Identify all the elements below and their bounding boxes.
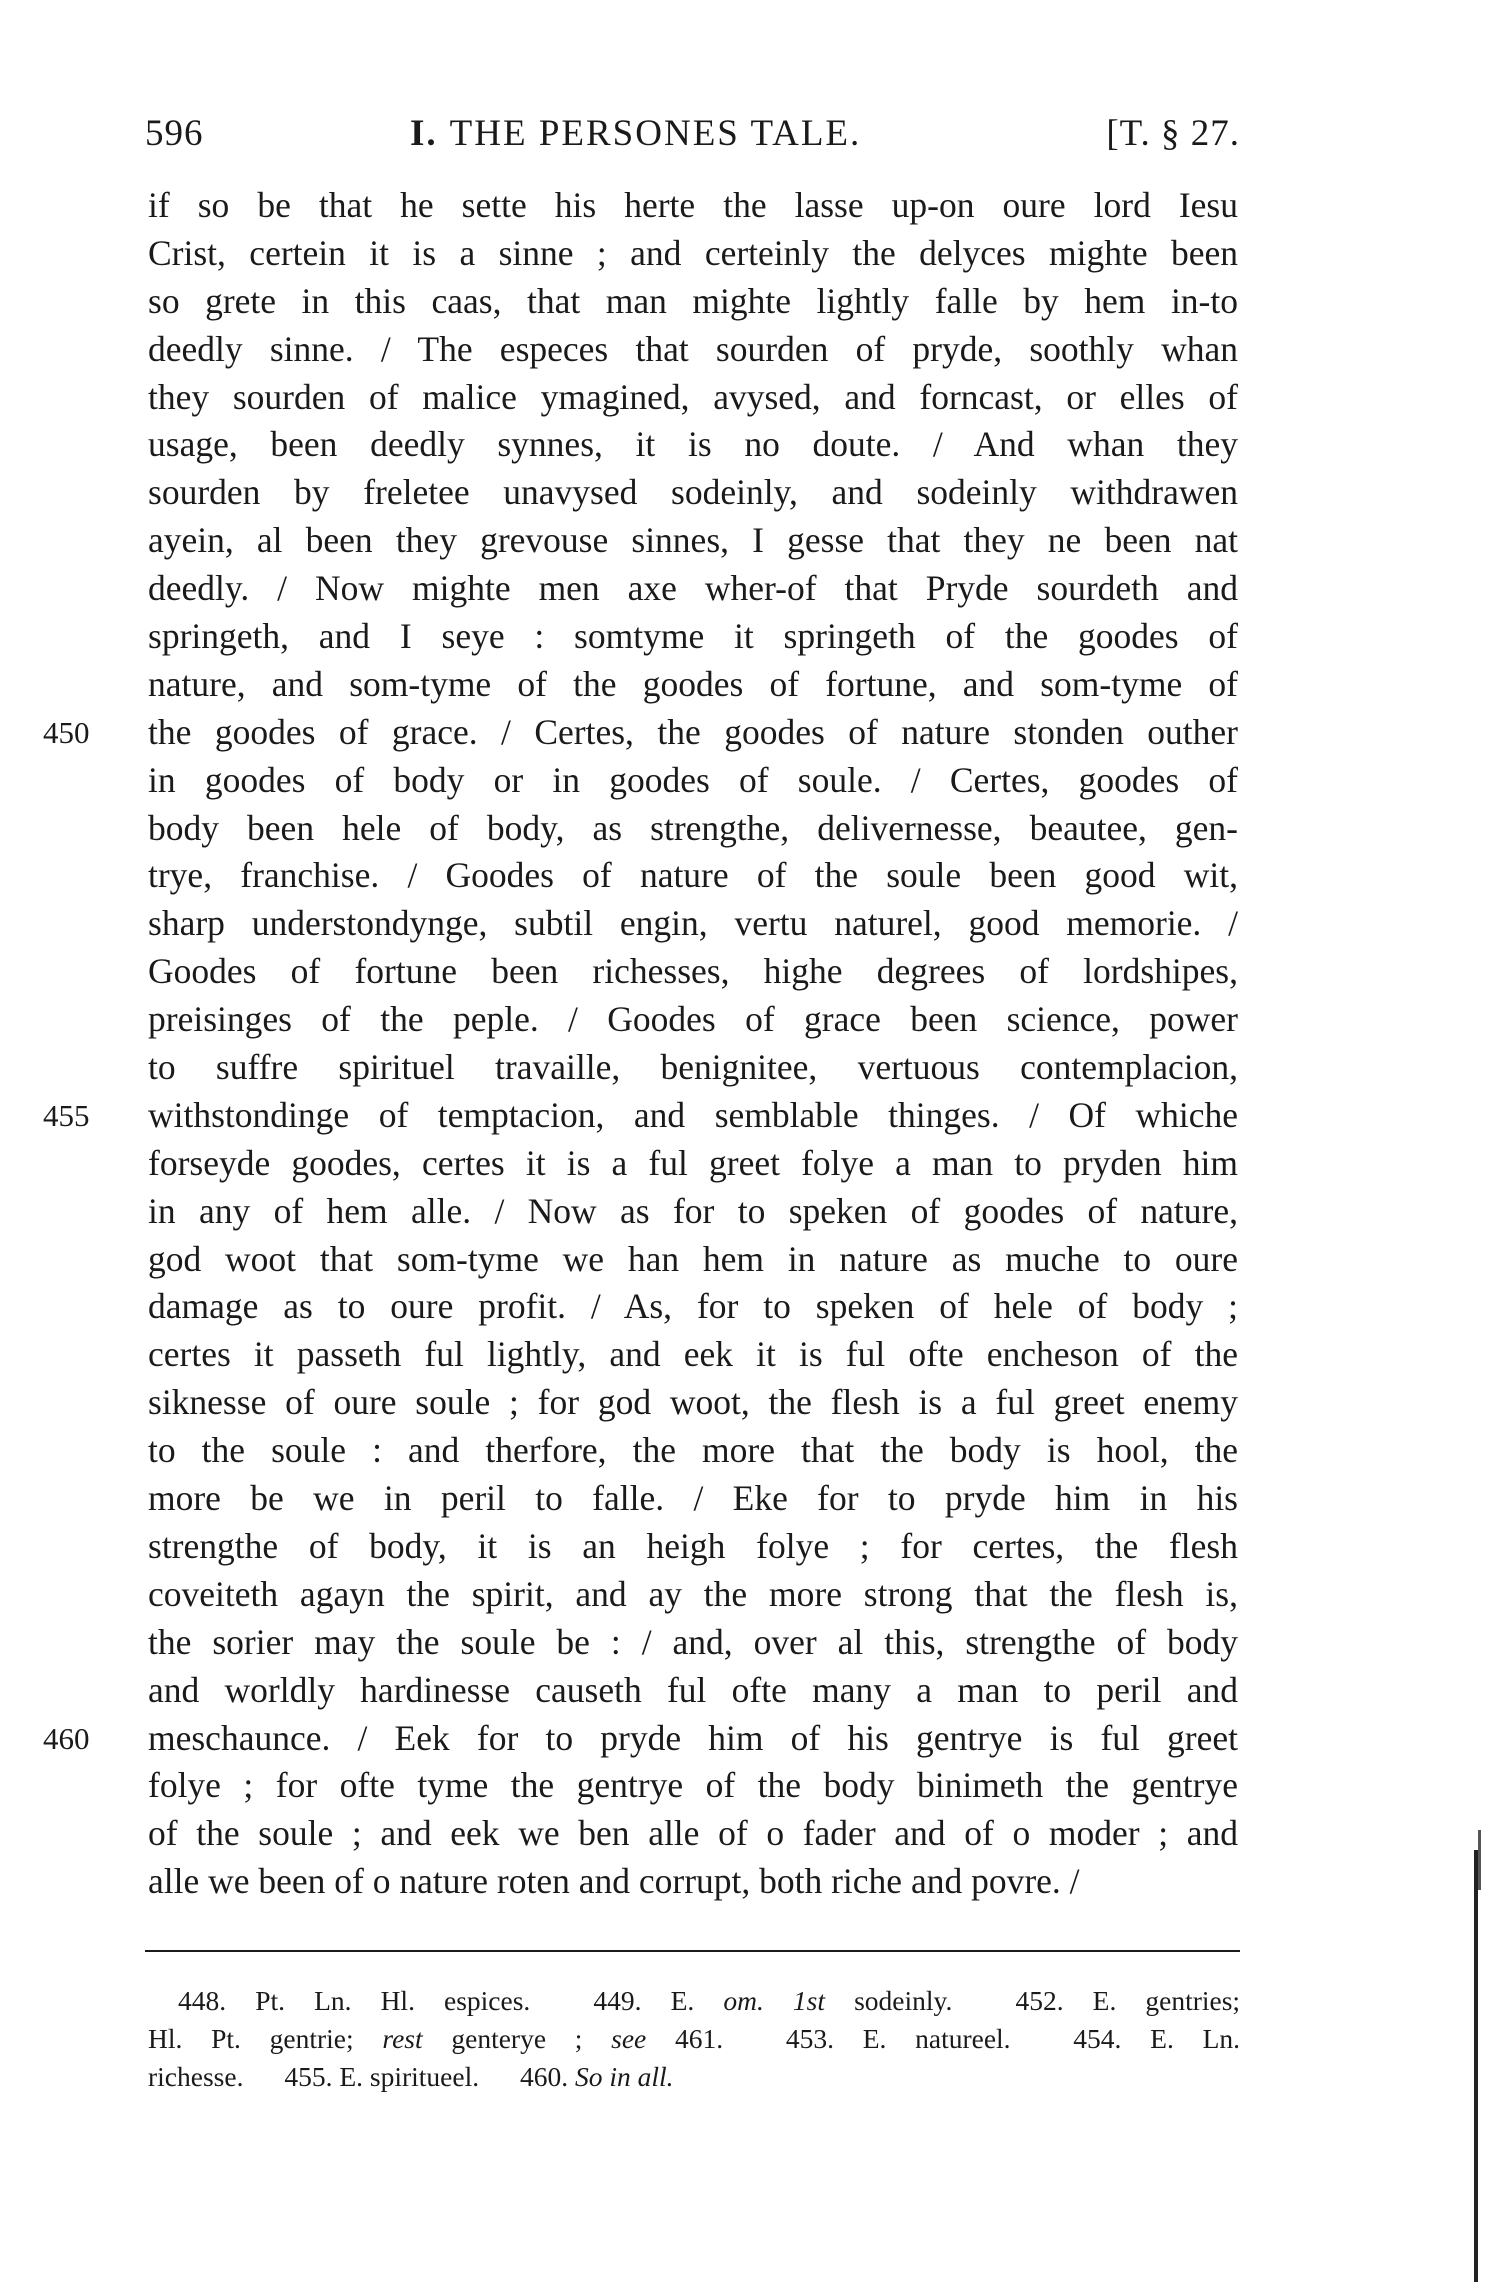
text-line xyxy=(148,278,1238,326)
line-text: certes it passeth ful lightly, and eek it is ful ofte encheson of the xyxy=(148,1334,1238,1375)
page-number: 596 xyxy=(145,113,204,154)
line-text: body been hele of body, as strengthe, delivernesse, beautee, gen- xyxy=(148,807,1238,848)
text-line xyxy=(148,230,1238,278)
line-text: in goodes of body or in goodes of soule. / Certes, goodes of xyxy=(148,759,1238,800)
text-line xyxy=(148,421,1238,469)
line-text: if so be that he sette his herte the lasse up-on oure lord Iesu xyxy=(148,185,1238,225)
line-number: 455 xyxy=(43,1097,90,1133)
footnote-number: 454. xyxy=(1073,2023,1122,2054)
text-line xyxy=(148,661,1238,709)
footnote-line xyxy=(148,2058,1240,2096)
text-line xyxy=(148,996,1238,1044)
footnote-number: 448. xyxy=(178,1985,227,2016)
text-line xyxy=(148,1667,1238,1715)
line-text: ayein, al been they grevouse sinnes, I gesse that they ne been nat xyxy=(148,520,1238,561)
text-line xyxy=(148,374,1238,422)
line-text: nature, and som-tyme of the goodes of fortune, and som-tyme of xyxy=(148,663,1238,704)
footnote-text: richesse. xyxy=(148,2061,244,2092)
text-line xyxy=(148,1140,1238,1188)
page-edge-shadow xyxy=(1478,1830,1481,1890)
text-line xyxy=(148,852,1238,900)
text-line xyxy=(148,1523,1238,1571)
text-line xyxy=(43,1092,1238,1140)
line-text: deedly. / Now mighte men axe wher-of that Pryde sourdeth and xyxy=(148,568,1238,609)
line-text: deedly sinne. / The especes that sourden of pryde, soothly whan xyxy=(148,328,1238,369)
footnote-line xyxy=(148,2020,1240,2058)
text-line xyxy=(148,1427,1238,1475)
footnote-text: Pt. Ln. Hl. espices. xyxy=(255,1985,531,2016)
line-text: alle we been of o nature roten and corrupt, both riche and povre. / xyxy=(148,1861,1080,1902)
text-line xyxy=(148,948,1238,996)
line-text: to the soule : and therfore, the more that the body is hool, the xyxy=(148,1430,1238,1471)
text-line xyxy=(148,1571,1238,1619)
line-text: god woot that som-tyme we han hem in nature as muche to oure xyxy=(148,1238,1238,1279)
footnote-text: Hl. Pt. gentrie; xyxy=(148,2023,354,2054)
text-line xyxy=(148,900,1238,948)
text-line xyxy=(148,757,1238,805)
footnote-italic: om. 1st xyxy=(723,1985,825,2016)
text-line xyxy=(148,1762,1238,1810)
section-reference: [T. § 27. xyxy=(1106,113,1240,154)
line-text: withstondinge of temptacion, and semblable thinges. / Of whiche xyxy=(148,1094,1238,1135)
footnote-text: genterye ; xyxy=(451,2023,583,2054)
line-text: folye ; for ofte tyme the gentrye of the body binimeth the gentrye xyxy=(148,1765,1238,1806)
text-line xyxy=(148,469,1238,517)
line-number: 450 xyxy=(43,714,90,750)
footnote-text: E. natureel. xyxy=(862,2023,1011,2054)
text-line xyxy=(148,1236,1238,1284)
line-text: of the soule ; and eek we ben alle of o fader and of o moder ; and xyxy=(148,1813,1238,1854)
line-text: the goodes of grace. / Certes, the goodes of nature stonden outher xyxy=(148,711,1238,752)
footnote-number: 460. xyxy=(519,2061,569,2092)
text-line xyxy=(148,1044,1238,1092)
text-line xyxy=(148,1283,1238,1331)
footnote-number: 452. xyxy=(1015,1985,1064,2016)
footnote-text: E. spiritueel. xyxy=(339,2061,480,2092)
line-text: sharp understondynge, subtil engin, vertu naturel, good memorie. / xyxy=(148,903,1238,944)
line-text: sourden by freletee unavysed sodeinly, and sodeinly withdrawen xyxy=(148,472,1238,513)
line-text: siknesse of oure soule ; for god woot, the flesh is a ful greet enemy xyxy=(148,1382,1238,1423)
footnote-text: 461. xyxy=(675,2023,724,2054)
footnote-italic: So in all. xyxy=(574,2061,674,2092)
line-text: Crist, certein it is a sinne ; and certeinly the delyces mighte been xyxy=(148,232,1238,273)
line-text: meschaunce. / Eek for to pryde him of his gentrye is ful greet xyxy=(148,1717,1238,1758)
footnote-text: E. Ln. xyxy=(1150,2023,1240,2054)
line-text: to suffre spirituel travaille, benignitee, vertuous contemplacion, xyxy=(148,1047,1238,1088)
line-text: in any of hem alle. / Now as for to speken of goodes of nature, xyxy=(148,1190,1238,1231)
footnote-text: E. gentries; xyxy=(1092,1985,1241,2016)
line-text: the sorier may the soule be : / and, over al this, strengthe of body xyxy=(148,1621,1238,1662)
tale-title: THE PERSONES TALE. xyxy=(449,113,862,154)
footnote-italic: rest xyxy=(382,2023,423,2054)
line-text: coveiteth agayn the spirit, and ay the more strong that the flesh is, xyxy=(148,1573,1238,1614)
line-text: and worldly hardinesse causeth ful ofte many a man to peril and xyxy=(148,1669,1238,1710)
footnote-line xyxy=(148,1982,1240,2020)
line-text: damage as to oure profit. / As, for to speken of hele of body ; xyxy=(148,1286,1238,1327)
line-text: trye, franchise. / Goodes of nature of the soule been good wit, xyxy=(148,855,1238,896)
line-text: preisinges of the peple. / Goodes of grace been science, power xyxy=(148,999,1238,1040)
text-line xyxy=(148,1188,1238,1236)
text-line xyxy=(148,182,1238,230)
line-text: they sourden of malice ymagined, avysed, and forncast, or elles of xyxy=(148,376,1238,417)
page-edge-shadow xyxy=(1474,1850,1478,2282)
footnote-number: 453. xyxy=(785,2023,834,2054)
line-text: usage, been deedly synnes, it is no doute. / And whan they xyxy=(148,424,1238,465)
footnote-number: 449. xyxy=(593,1985,642,2016)
text-line xyxy=(43,1715,1238,1763)
line-number: 460 xyxy=(43,1720,90,1756)
line-text: strengthe of body, it is an heigh folye ; for certes, the flesh xyxy=(148,1525,1238,1566)
part-numeral: I. xyxy=(410,113,438,154)
text-line xyxy=(148,1379,1238,1427)
text-line xyxy=(148,1475,1238,1523)
line-text: more be we in peril to falle. / Eke for to pryde him in his xyxy=(148,1478,1238,1519)
footnote-text: E. xyxy=(670,1985,695,2016)
text-line xyxy=(43,709,1238,757)
text-line xyxy=(148,517,1238,565)
running-title xyxy=(410,112,861,155)
text-line xyxy=(148,1858,1238,1906)
text-line xyxy=(148,1810,1238,1858)
text-line xyxy=(148,613,1238,661)
body-text xyxy=(43,182,1238,1906)
text-line xyxy=(148,326,1238,374)
text-line xyxy=(148,1619,1238,1667)
line-text: Goodes of fortune been richesses, highe degrees of lordshipes, xyxy=(148,951,1238,992)
running-head xyxy=(145,112,1240,162)
footnotes xyxy=(148,1982,1240,2096)
footnote-italic: see xyxy=(611,2023,647,2054)
line-text: forseyde goodes, certes it is a ful greet folye a man to pryden him xyxy=(148,1142,1238,1183)
text-line xyxy=(148,565,1238,613)
line-text: so grete in this caas, that man mighte lightly falle by hem in-to xyxy=(148,280,1238,321)
line-text: springeth, and I seye : somtyme it springeth of the goodes of xyxy=(148,616,1238,657)
footnote-rule xyxy=(145,1950,1240,1952)
text-line xyxy=(148,805,1238,853)
footnote-text: sodeinly. xyxy=(854,1985,953,2016)
text-line xyxy=(148,1331,1238,1379)
footnote-number: 455. xyxy=(284,2061,333,2092)
